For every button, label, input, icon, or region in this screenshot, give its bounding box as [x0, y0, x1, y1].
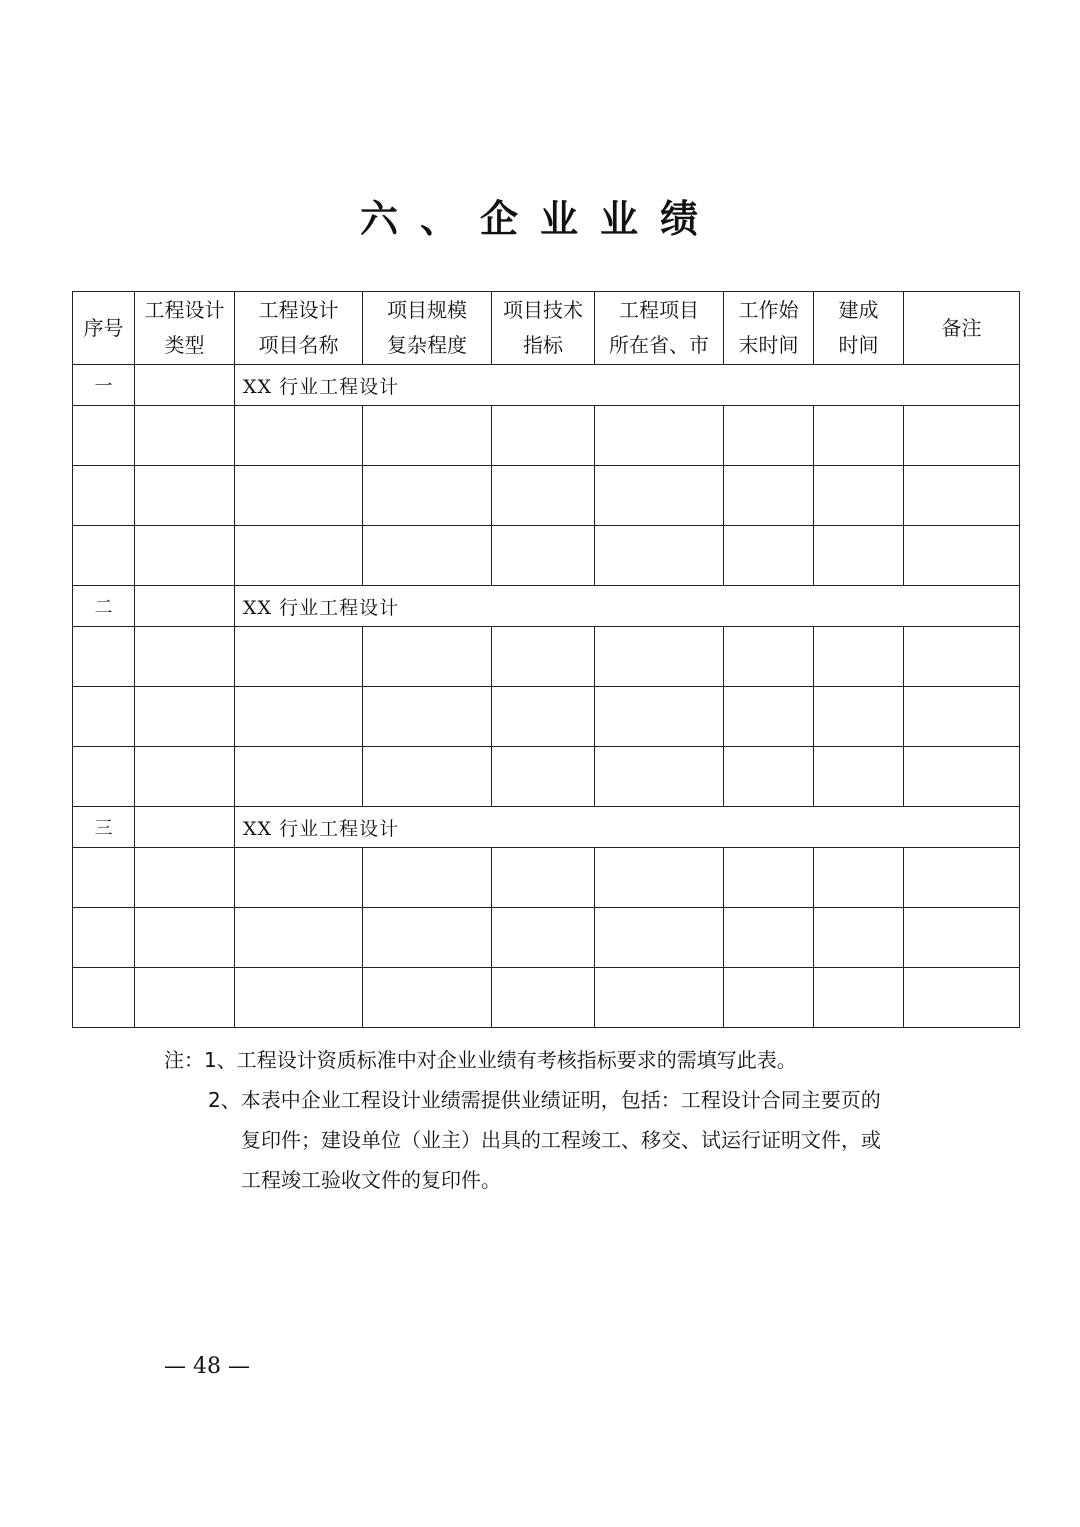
table-cell [235, 687, 363, 747]
table-cell [135, 526, 235, 586]
section-label: XX 行业工程设计 [235, 365, 1020, 406]
table-cell [492, 968, 595, 1028]
table-cell [363, 466, 492, 526]
table-cell [235, 526, 363, 586]
table-cell [492, 627, 595, 687]
table-cell [724, 526, 814, 586]
table-cell [135, 406, 235, 466]
column-header-line: 时间 [838, 333, 879, 357]
column-header [135, 292, 235, 365]
table-cell [135, 968, 235, 1028]
table-cell [363, 968, 492, 1028]
table-cell [595, 908, 724, 968]
table-cell [904, 848, 1020, 908]
table-cell [814, 908, 904, 968]
table-row [73, 627, 1020, 687]
column-header-line: 建成 [838, 298, 879, 322]
column-header [363, 292, 492, 365]
table-cell [492, 848, 595, 908]
column-header-line: 项目名称 [258, 333, 339, 357]
column-header-line: 末时间 [738, 333, 799, 357]
table-cell [135, 908, 235, 968]
table-cell [595, 848, 724, 908]
table-row [73, 968, 1020, 1028]
section-row [73, 586, 1020, 627]
table-cell [363, 627, 492, 687]
column-header-line: 复杂程度 [387, 333, 467, 357]
section-number: 三 [73, 807, 135, 848]
section-label: XX 行业工程设计 [235, 807, 1020, 848]
table-cell [135, 466, 235, 526]
table-cell [492, 747, 595, 807]
table-cell [492, 687, 595, 747]
column-header-line: 工程设计 [258, 298, 339, 322]
table-row [73, 526, 1020, 586]
table-cell [904, 627, 1020, 687]
table-cell [73, 466, 135, 526]
table-row [73, 687, 1020, 747]
table-cell [724, 968, 814, 1028]
table-cell [135, 848, 235, 908]
table-cell [904, 968, 1020, 1028]
table-cell [363, 908, 492, 968]
table-cell [363, 848, 492, 908]
note-line: 复印件；建设单位（业主）出具的工程竣工、移交、试运行证明文件，或 [241, 1128, 881, 1152]
performance-table [72, 291, 1020, 1028]
table-cell [73, 406, 135, 466]
table-cell [814, 747, 904, 807]
table-cell [814, 526, 904, 586]
section-number: 二 [73, 586, 135, 627]
table-cell [235, 968, 363, 1028]
column-header-line: 项目技术 [503, 298, 583, 322]
table-cell [73, 687, 135, 747]
column-header [73, 292, 135, 365]
table-cell [904, 466, 1020, 526]
table-cell [135, 365, 235, 406]
table-cell [363, 687, 492, 747]
column-header [814, 292, 904, 365]
note-line: 2、本表中企业工程设计业绩需提供业绩证明，包括：工程设计合同主要页的 [208, 1088, 881, 1112]
table-cell [814, 627, 904, 687]
table-cell [724, 687, 814, 747]
table-cell [724, 466, 814, 526]
table-row [73, 406, 1020, 466]
table-cell [73, 968, 135, 1028]
table-cell [73, 747, 135, 807]
column-header-line: 工程项目 [619, 298, 699, 322]
column-header [235, 292, 363, 365]
table-cell [595, 747, 724, 807]
table-row [73, 466, 1020, 526]
table-cell [724, 908, 814, 968]
table-cell [595, 526, 724, 586]
table-cell [814, 968, 904, 1028]
table-cell [904, 526, 1020, 586]
note-line: 工程竣工验收文件的复印件。 [241, 1168, 501, 1192]
page-title: 六、企业业绩 [359, 196, 720, 241]
table-cell [363, 747, 492, 807]
table-cell [904, 747, 1020, 807]
table-row [73, 908, 1020, 968]
table-cell [492, 466, 595, 526]
table-cell [904, 687, 1020, 747]
table-cell [235, 747, 363, 807]
table-cell [595, 687, 724, 747]
table-cell [724, 406, 814, 466]
table-cell [73, 848, 135, 908]
table-cell [492, 908, 595, 968]
table-cell [235, 406, 363, 466]
table-cell [363, 526, 492, 586]
column-header-line: 类型 [164, 333, 205, 357]
table-cell [814, 466, 904, 526]
column-header [492, 292, 595, 365]
table-cell [492, 406, 595, 466]
table-cell [235, 466, 363, 526]
table-cell [814, 687, 904, 747]
table-cell [235, 627, 363, 687]
column-header-line: 所在省、市 [609, 333, 709, 357]
column-header-line: 指标 [523, 333, 563, 357]
column-header [904, 292, 1020, 365]
column-header-line: 工程设计 [144, 298, 225, 322]
table-row [73, 747, 1020, 807]
column-header-line: 项目规模 [387, 298, 467, 322]
table-cell [235, 848, 363, 908]
table-cell [724, 848, 814, 908]
table-cell [135, 586, 235, 627]
table-cell [724, 627, 814, 687]
section-row [73, 807, 1020, 848]
table-cell [135, 687, 235, 747]
table-cell [73, 908, 135, 968]
table-cell [595, 406, 724, 466]
table-cell [814, 848, 904, 908]
table-cell [135, 807, 235, 848]
table-cell [73, 526, 135, 586]
column-header-line: 序号 [83, 315, 124, 340]
table-cell [135, 627, 235, 687]
note-line: 注：1、工程设计资质标准中对企业业绩有考核指标要求的需填写此表。 [164, 1048, 797, 1072]
column-header-line: 备注 [941, 315, 982, 340]
section-row [73, 365, 1020, 406]
table-cell [492, 526, 595, 586]
column-header [724, 292, 814, 365]
table-cell [595, 466, 724, 526]
section-label: XX 行业工程设计 [235, 586, 1020, 627]
table-cell [235, 908, 363, 968]
column-header-line: 工作始 [738, 298, 799, 322]
table-cell [135, 747, 235, 807]
table-cell [904, 908, 1020, 968]
table-cell [595, 968, 724, 1028]
table-header-row [73, 292, 1020, 365]
table-cell [724, 747, 814, 807]
table-cell [904, 406, 1020, 466]
table-cell [595, 627, 724, 687]
column-header [595, 292, 724, 365]
section-number: 一 [73, 365, 135, 406]
table-cell [363, 406, 492, 466]
table-cell [73, 627, 135, 687]
notes [164, 1040, 881, 1200]
table-row [73, 848, 1020, 908]
table-cell [814, 406, 904, 466]
page-number: — 48 — [164, 1354, 250, 1379]
